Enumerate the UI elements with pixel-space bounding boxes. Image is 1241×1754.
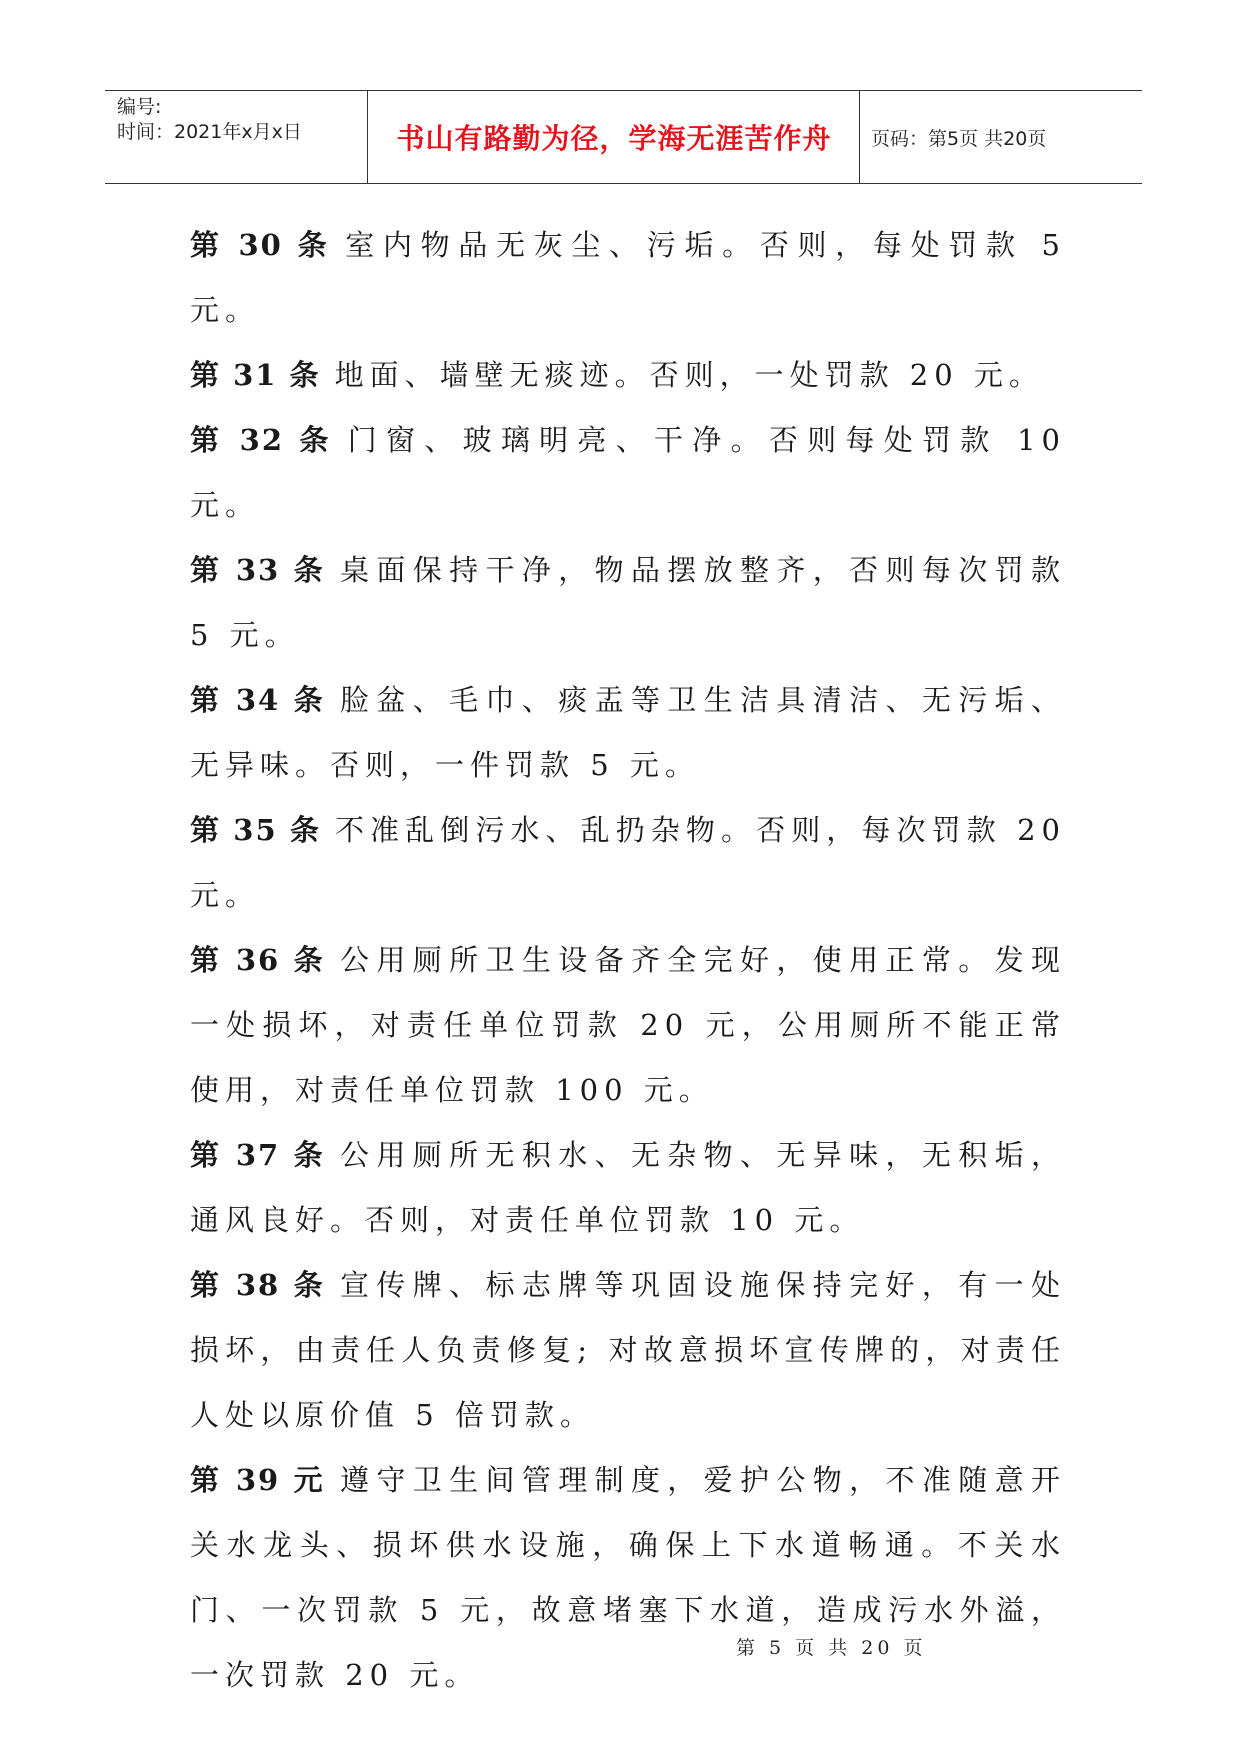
clause-text: 地面、墙壁无痰迹。否则，一处罚款 20 元。 [334,358,1044,392]
clause-number: 第 30 条 [190,228,332,262]
header-divider [859,91,860,183]
clause-text: 脸盆、毛巾、痰盂等卫生洁具清洁、无污垢、无异味。否则，一件罚款 5 元。 [190,683,1066,782]
clause-number: 第 36 条 [190,943,327,977]
page-footer: 第 5 页 共 20 页 [736,1637,927,1659]
clause-number: 第 34 条 [190,683,327,717]
clause [190,668,1066,798]
clause [190,1253,1066,1448]
clause-text: 公用厕所无积水、无杂物、无异味，无积垢，通风良好。否则，对责任单位罚款 10 元。 [190,1138,1066,1237]
clause-text: 遵守卫生间管理制度，爱护公物，不准随意开关水龙头、损坏供水设施，确保上下水道畅通。不关水门、一次罚款 5 元，故意堵塞下水道，造成污水外溢，一次罚款 20 元。 [190,1463,1066,1692]
clause-text: 宣传牌、标志牌等巩固设施保持完好，有一处损坏，由责任人负责修复; 对故意损坏宣传牌的，对责任人处以原价值 5 倍罚款。 [190,1268,1066,1432]
header-meta [117,91,367,183]
clause [190,343,1066,408]
clause [190,408,1066,538]
document-body [190,213,1066,1708]
clause [190,798,1066,928]
document-time-label: 时间：2021年x月x日 [117,121,302,143]
clause [190,1123,1066,1253]
clause [190,538,1066,668]
clause-number: 第 35 条 [190,813,321,847]
clause-text: 室内物品无灰尘、污垢。否则，每处罚款 5 元。 [190,228,1066,327]
clause-text: 公用厕所卫生设备齐全完好，使用正常。发现一处损坏，对责任单位罚款 20 元，公用厕所不能正常使用，对责任单位罚款 100 元。 [190,943,1066,1107]
clause-text: 不准乱倒污水、乱扔杂物。否则，每次罚款 20 元。 [190,813,1066,912]
clause-text: 门窗、玻璃明亮、干净。否则每处罚款 10 元。 [190,423,1066,522]
clause-number: 第 33 条 [190,553,327,587]
clause-number: 第 38 条 [190,1268,327,1302]
clause [190,1448,1066,1708]
clause-number: 第 37 条 [190,1138,327,1172]
clause [190,213,1066,343]
clause-number: 第 32 条 [190,423,334,457]
header-divider [367,91,368,183]
clause-number: 第 39 元 [190,1463,327,1497]
header-motto: 书山有路勤为径，学海无涯苦作舟 [396,122,832,155]
clause-text: 桌面保持干净，物品摆放整齐，否则每次罚款 5 元。 [190,553,1066,652]
header-page-info: 页码：第5页 共20页 [871,127,1047,150]
document-number-label: 编号: [117,96,162,118]
clause [190,928,1066,1123]
page-header [105,90,1142,184]
clause-number: 第 31 条 [190,358,321,392]
